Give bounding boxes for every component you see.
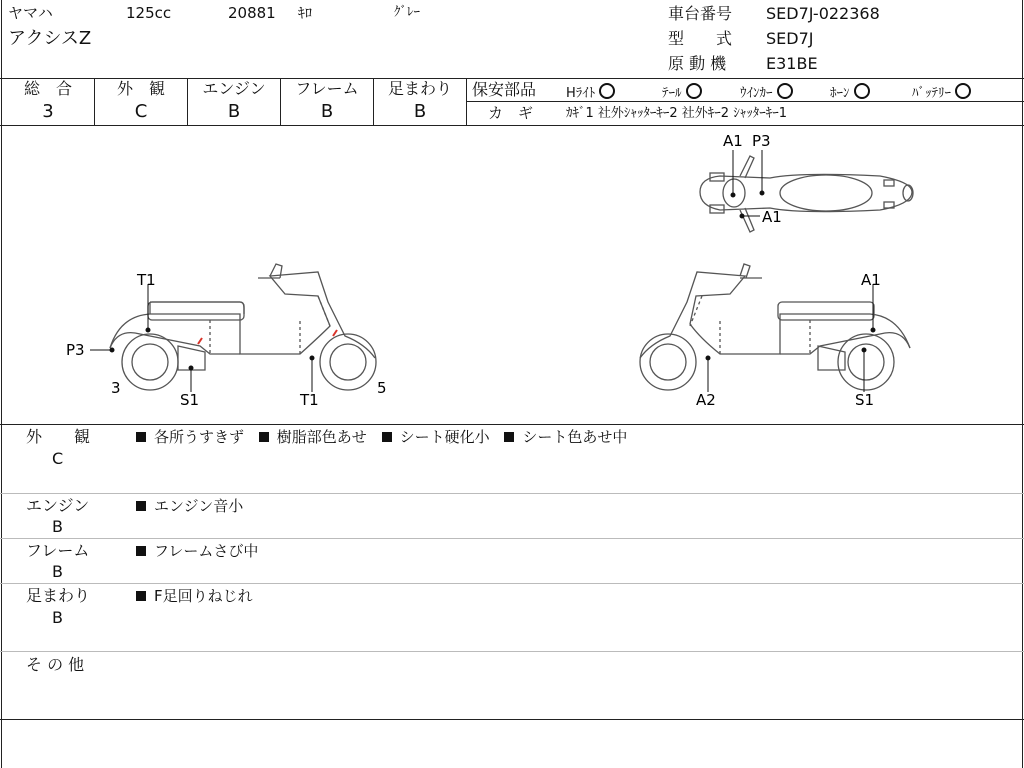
safety-item-label: Hﾗｲﾄ <box>566 86 596 101</box>
safety-label: 保安部品 <box>472 80 537 99</box>
note-label-frame: フレーム <box>26 541 90 560</box>
model-type: SED7J <box>766 29 814 48</box>
displacement: 125cc <box>126 4 172 22</box>
engine-code: E31BE <box>766 54 818 73</box>
bullet-square-icon <box>136 591 146 601</box>
safety-item-label: ｳｲﾝｶｰ <box>740 86 773 101</box>
mileage-unit: ｷﾛ <box>298 6 312 22</box>
note-grade-suspension: B <box>52 608 63 627</box>
diagram-label: S1 <box>180 391 200 409</box>
rule-notes-5 <box>0 719 1024 720</box>
safety-item-label: ﾎｰﾝ <box>830 86 850 101</box>
ok-circle-icon <box>686 83 702 99</box>
note-items-engine <box>136 499 243 514</box>
safety-item-battery <box>912 83 971 100</box>
note-grade-frame: B <box>52 562 63 581</box>
diagram-label: A2 <box>696 391 716 409</box>
rating-engine-value: B <box>227 101 241 122</box>
diagram-label: P3 <box>752 132 771 150</box>
rating-frame-label: フレーム <box>295 79 359 98</box>
bullet-square-icon <box>136 546 146 556</box>
note-label-exterior: 外 観 <box>26 427 91 446</box>
bullet-square-icon <box>382 432 392 442</box>
note-items-frame <box>136 544 258 559</box>
rating-frame-value: B <box>320 101 334 122</box>
rating-exterior-value: C <box>134 101 148 122</box>
rule-notes-4 <box>0 651 1024 652</box>
key-label: カ ギ <box>488 104 534 122</box>
bullet-square-icon <box>504 432 514 442</box>
note-item: F足回りねじれ <box>154 587 253 605</box>
rule-notes-3 <box>0 583 1024 584</box>
diagram-label: S1 <box>855 391 875 409</box>
left-view-markers <box>90 284 337 392</box>
ok-circle-icon <box>777 83 793 99</box>
rating-suspension-label: 足まわり <box>387 79 452 98</box>
diagram-label: A1 <box>723 132 743 150</box>
rule-notes-1 <box>0 493 1024 494</box>
diagram-label: T1 <box>300 391 319 409</box>
engine-label: 原 動 機 <box>668 54 727 73</box>
rule-diagram <box>0 424 1024 425</box>
diagram-label: 3 <box>111 379 121 397</box>
note-item: 樹脂部色あせ <box>276 428 367 446</box>
bullet-square-icon <box>259 432 269 442</box>
diagram-label: A1 <box>861 271 881 289</box>
note-label-other: そ の 他 <box>26 655 85 674</box>
key-text: ｶｷﾞ1 社外ｼｬｯﾀｰｷｰ2 社外ｷｰ2 ｼｬｯﾀｰｷｰ1 <box>566 106 787 121</box>
diagram-label: 5 <box>377 379 387 397</box>
note-label-engine: エンジン <box>26 496 90 515</box>
frame-no: SED7J-022368 <box>766 4 880 23</box>
rule-notes-2 <box>0 538 1024 539</box>
rating-total-label: 総 合 <box>23 79 72 98</box>
diagram-label: P3 <box>66 341 85 359</box>
rule-safety <box>467 101 1024 102</box>
note-items-exterior <box>136 430 627 445</box>
diagram-label: T1 <box>137 271 156 289</box>
rating-engine-label: エンジン <box>202 79 266 98</box>
safety-item-label: ﾃｰﾙ <box>662 86 682 101</box>
safety-item-headlight <box>566 83 615 100</box>
model-name: アクシスZ <box>8 28 92 49</box>
note-grade-exterior: C <box>52 449 64 468</box>
note-label-suspension: 足まわり <box>26 586 91 605</box>
rating-suspension-value: B <box>413 101 427 122</box>
model-type-label: 型 式 <box>668 29 733 48</box>
ok-circle-icon <box>599 83 615 99</box>
safety-item-horn <box>830 83 870 100</box>
maker: ヤマハ <box>8 4 53 22</box>
note-item: シート硬化小 <box>399 428 490 446</box>
note-item: エンジン音小 <box>154 497 244 515</box>
rating-divider-5 <box>466 78 467 125</box>
safety-item-label: ﾊﾞｯﾃﾘｰ <box>912 86 951 101</box>
ok-circle-icon <box>955 83 971 99</box>
rating-total-value: 3 <box>42 101 54 122</box>
rating-exterior-label: 外 観 <box>116 79 165 98</box>
mileage: 20881 <box>228 4 276 22</box>
note-item: 各所うすきず <box>154 428 245 446</box>
bullet-square-icon <box>136 501 146 511</box>
safety-item-tail <box>662 83 702 100</box>
safety-item-winker <box>740 83 793 100</box>
note-items-suspension <box>136 589 253 604</box>
diagram-label: A1 <box>762 208 782 226</box>
ok-circle-icon <box>854 83 870 99</box>
damage-diagram <box>0 126 1024 424</box>
bullet-square-icon <box>136 432 146 442</box>
color: ｸﾞﾚｰ <box>394 5 420 20</box>
frame-no-label: 車台番号 <box>668 4 733 23</box>
note-item: シート色あせ中 <box>522 428 628 446</box>
note-item: フレームさび中 <box>154 542 259 560</box>
right-view-markers <box>706 284 875 392</box>
note-grade-engine: B <box>52 517 63 536</box>
